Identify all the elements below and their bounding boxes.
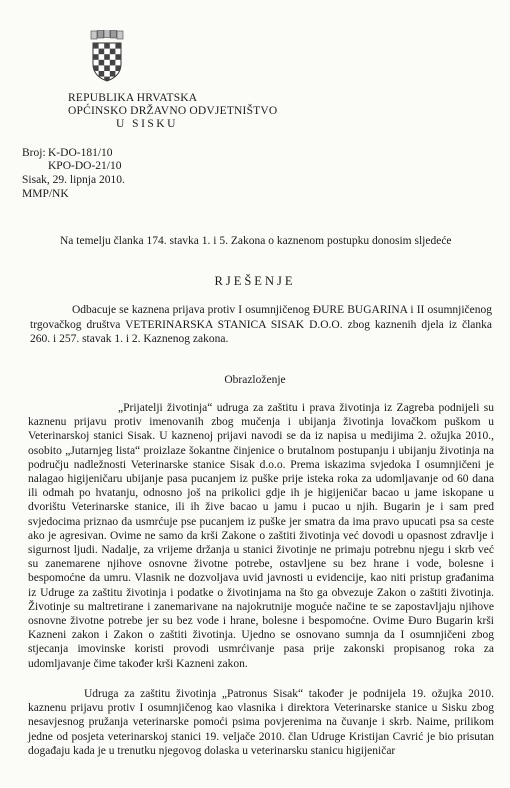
reasoning-paragraph-2: Udruga za zaštitu životinja „Patronus Sisak“ također je podnijela 19. ožujka 2010. kaznenu prijavu protiv I osumnjičenog kao vlasnika i direktora Veterinarske stanice u Sisku zbog nesavjesnog pružanja veterinarske pomoći psima povjerenima na čuvanje i skrb. Naime, prilikom jedne od posjeta veterinarskoj stanici 19. veljače 2010. član Udruge Kristijan Cavrić je bio prisutan događaju kada je u trenutku njegovog dolaska u veterinarsku stanicu higijeničar [28,688,494,757]
croatian-coat-of-arms-icon [90,30,124,82]
reasoning-heading: Obrazloženje [224,374,286,386]
header-city: U SISKU [116,118,178,130]
initials: MMP/NK [22,188,69,200]
document-title: RJEŠENJE [214,274,296,288]
case-number-2: KPO-DO-21/10 [48,160,122,172]
legal-basis: Na temelju članka 174. stavka 1. i 5. Zakona o kaznenom postupku donosim sljedeće [60,235,452,247]
case-number-label: Broj: [22,147,46,159]
header-republic: REPUBLIKA HRVATSKA [68,92,198,104]
place-date: Sisak, 29. lipnja 2010. [22,174,125,186]
header-office: OPĆINSKO DRŽAVNO ODVJETNIŠTVO [68,105,278,117]
reasoning-paragraph-1: „Prijatelji životinja“ udruga za zaštitu i prava životinja iz Zagreba podnijeli su kaznenu prijavu protiv imenovanih zbog mučenja i ubijanja životinja lovačkom puškom u Veterinarskoj stanici Sisak. U kaznenoj prijavi navodi se da iz napisa u medijima 2. ožujka 2010., osobito „Jutarnjeg lista“ proizlaze šokantne činjenice o brutalnom postupanju i ubijanju životinja na području nadležnosti Veterinarske stanice Sisak d.o.o. Prema iskazima svjedoka I osumnjičeni je nalagao higijeničaru ubijanje pasa pucanjem iz puške prije isteka roka za udomljavanje od 60 dana ili odmah po hvatanju, odnosno još na prikolici gdje ih je higijeničar bacao u jame iskopane u dvorištu Veterinarske stanice, ili ih žive bacao u jamu i pucao u njih. Bugarin je i sam pred svjedocima priznao da usmrćuje pse pucanjem iz puške jer smatra da ima pravo upucati psa sa ceste ako je agresivan. Ovime ne samo da krši Zakone o zaštiti životinja već dovodi u opasnost zdravlje i sigurnost ljudi. Nadalje, za vrijeme držanja u stanici životinje ne primaju potrebnu njegu i skrb već su zanemarene njihove osnovne životne potrebe, ostavljene su bez hrane i vode, bolesne i bespomoćne da umru. Vlasnik ne dozvoljava uvid javnosti u evidencije, kao niti pristup građanima iz Udruge za zaštitu životinja i podatke o životinjama na što ga obvezuje Zakon o zaštiti životinja. Životinje su maltretirane i zanemarivane na najokrutnije moguće načine te se zapostavljaju njihove osnovne životne potrebe jer su bez vode i hrane, bolesne i bespomoćne. Ovime Đuro Bugarin krši Kazneni zakon i Zakon o zaštiti životinja. Ujedno se osnovano sumnja da I osumnjičeni zbog stjecanja imovinske koristi provodi usmrćivanje pasa prije zakonski propisanog roka za udomljavanje čime također krši Kazneni zakon. [28,402,494,670]
case-number-1: K-DO-181/10 [48,147,113,159]
decision-paragraph: Odbacuje se kaznena prijava protiv I osumnjičenog ĐURE BUGARINA i II osumnjičenog trgovačkog društva VETERINARSKA STANICA SISAK D.O.O. zbog kaznenih djela iz članka 260. i 257. stavak 1. i 2. Kaznenog zakona. [30,304,492,345]
